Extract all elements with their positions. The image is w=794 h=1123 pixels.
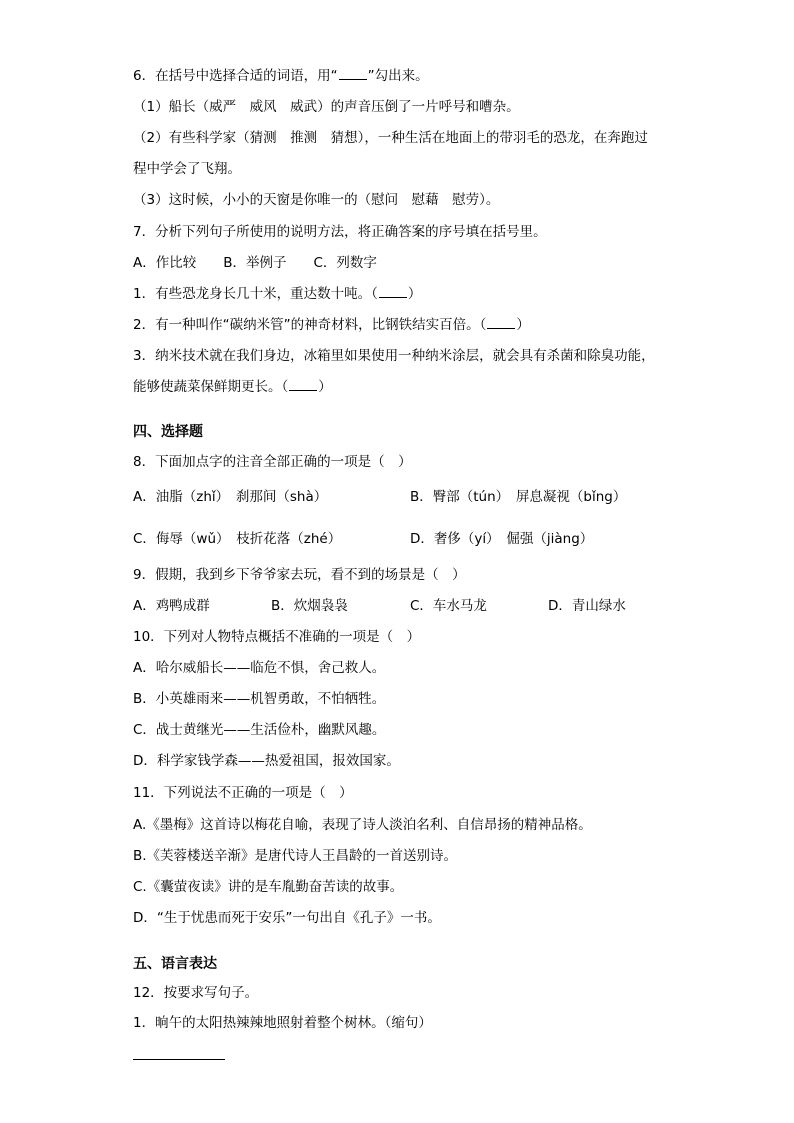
q10-option-d: D．科学家钱学森——热爱祖国，报效国家。 [133,753,400,769]
q7-sentence-1: 1．有些恐龙身长几十米，重达数十吨。（ ） [133,286,422,302]
answer-blank[interactable] [379,285,407,298]
q8-stem: 8．下面加点字的注音全部正确的一项是（ ） [133,454,412,470]
q10-option-b: B．小英雄雨来——机智勇敢，不怕牺牲。 [133,691,386,707]
q9-option-c: C．车水马龙 [410,598,487,614]
answer-blank[interactable] [487,316,515,329]
q7-sentence-2: 2．有一种叫作“碳纳米管”的神奇材料，比钢铁结实百倍。（ ） [133,317,530,333]
q8-option-d: D．奢侈（yí） 倔强（jiàng） [410,531,594,547]
q11-option-c: C.《囊萤夜读》讲的是车胤勤奋苦读的故事。 [133,879,404,895]
q6-item-2-line1: （2）有些科学家（猜测 推测 猜想），一种生活在地面上的带羽毛的恐龙，在奔跑过 [133,130,648,146]
q9-option-d: D．青山绿水 [548,598,626,614]
q8-option-a: A．油脂（zhǐ） 刹那间（shà） [133,489,328,505]
q9-option-a: A．鸡鸭成群 [133,598,210,614]
q7-sentence-3-line1: 3．纳米技术就在我们身边，冰箱里如果使用一种纳米涂层，就会具有杀菌和除臭功能， [133,348,655,364]
q6-stem: 6．在括号中选择合适的词语，用“ ”勾出来。 [133,68,429,84]
q10-option-c: C．战士黄继光——生活俭朴，幽默风趣。 [133,722,386,738]
q11-option-b: B.《芙蓉楼送辛渐》是唐代诗人王昌龄的一首送别诗。 [133,848,458,864]
section-4-title: 四、选择题 [133,424,203,440]
q6-item-2-line2: 程中学会了飞翔。 [133,161,241,177]
q9-stem: 9．假期，我到乡下爷爷家去玩，看不到的场景是（ ） [133,567,466,583]
q10-stem: 10．下列对人物特点概括不准确的一项是（ ） [133,629,421,645]
q10-option-a: A．哈尔威船长——临危不惧，舍己救人。 [133,660,386,676]
answer-blank[interactable] [289,378,317,391]
q12-stem: 12．按要求写句子。 [133,985,259,1001]
q9-option-b: B．炊烟袅袅 [271,598,348,614]
q7-stem: 7．分析下列句子所使用的说明方法，将正确答案的序号填在括号里。 [133,224,547,240]
blank [339,67,367,80]
q11-option-d: D．“生于忧患而死于安乐”一句出自《孔子》一书。 [133,910,441,926]
section-5-title: 五、语言表达 [133,956,217,972]
q7-sentence-3-line2: 能够使蔬菜保鲜期更长。（ ） [133,379,332,395]
q6-item-1: （1）船长（威严 威风 威武）的声音压倒了一片呼号和嘈杂。 [133,99,520,115]
q11-stem: 11．下列说法不正确的一项是（ ） [133,785,353,801]
q11-option-a: A.《墨梅》这首诗以梅花自喻，表现了诗人淡泊名利、自信昂扬的精神品格。 [133,817,592,833]
q8-option-c: C．侮辱（wǔ） 枝折花落（zhé） [133,531,342,547]
q12-sentence-1: 1．晌午的太阳热辣辣地照射着整个树林。（缩句） [133,1015,432,1031]
answer-line[interactable] [133,1059,225,1060]
q8-option-b: B．臀部（tún） 屏息凝视（bǐng） [410,489,627,505]
q6-item-3: （3）这时候，小小的天窗是你唯一的（慰问 慰藉 慰劳）。 [133,192,500,208]
q7-options: A．作比较 B．举例子 C．列数字 [133,255,377,271]
